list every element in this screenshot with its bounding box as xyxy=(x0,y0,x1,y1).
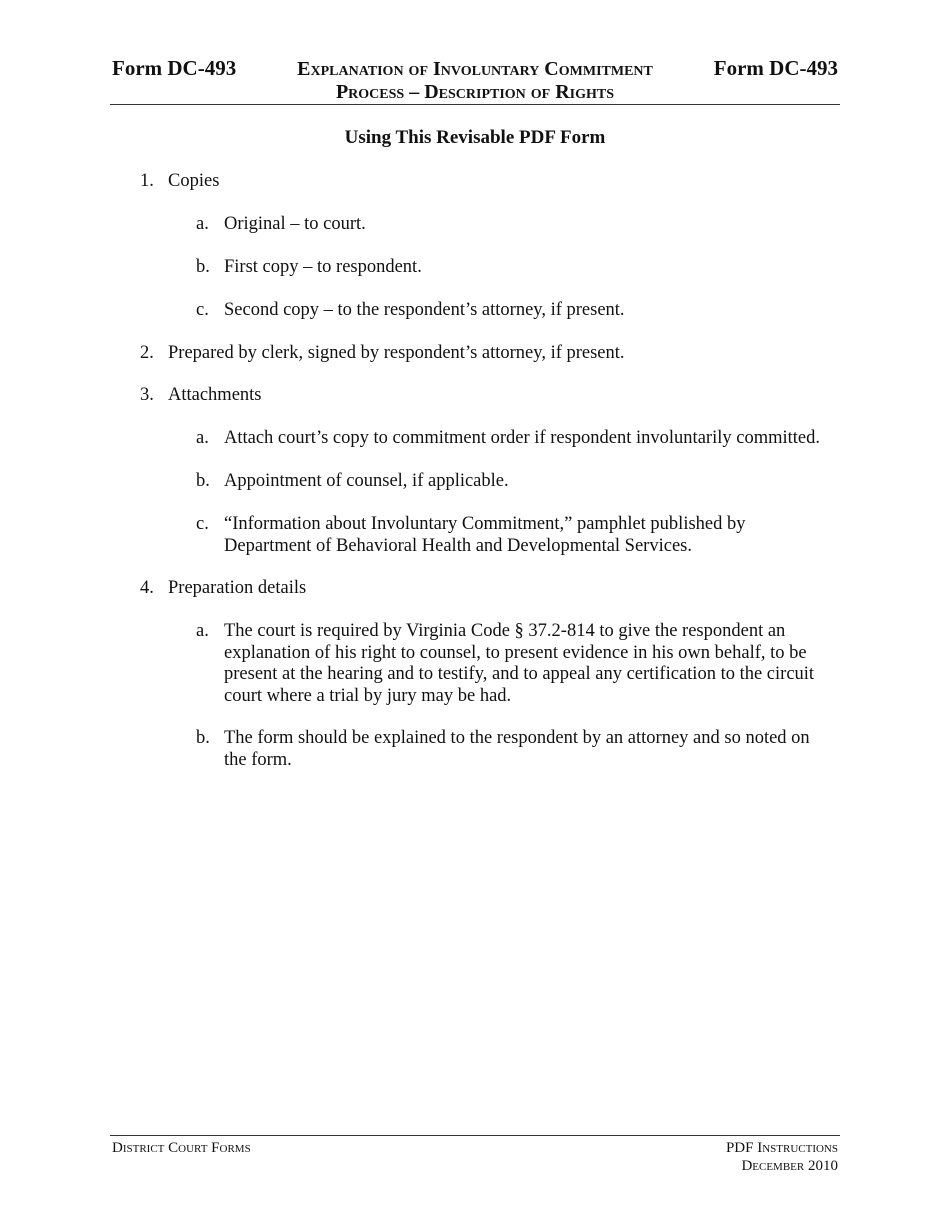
sub-item-letter: c. xyxy=(196,300,209,320)
footer-left-text: District Court Forms xyxy=(112,1140,251,1156)
sub-item-letter: a. xyxy=(196,428,209,448)
list-item-text: Attachments xyxy=(168,385,262,405)
footer-right-block xyxy=(726,1139,838,1175)
page-header xyxy=(110,56,840,105)
list-item-number: 4. xyxy=(140,578,154,598)
sub-item-text: The court is required by Virginia Code § 37.2-814 to give the respondent an explanation of his right to counsel, to present evidence in his own behalf, to be present at the hearing and to testify, and to appeal any certification to the circuit court where a trial by jury may be had. xyxy=(224,621,815,706)
section-title: Using This Revisable PDF Form xyxy=(344,127,606,148)
list-item-number: 2. xyxy=(140,343,154,363)
sub-item-letter: b. xyxy=(196,257,210,277)
sub-item-letter: c. xyxy=(196,514,209,534)
sub-item-text: Attach court’s copy to commitment order if respondent involuntarily committed. xyxy=(224,428,820,448)
document-title-line-1: Explanation of Involuntary Commitment xyxy=(297,58,653,80)
sub-item-text: Original – to court. xyxy=(224,214,366,234)
sub-item-letter: b. xyxy=(196,471,210,491)
list-item-number: 1. xyxy=(140,171,154,191)
list-item-text: Copies xyxy=(168,171,220,191)
sub-item-text: Appointment of counsel, if applicable. xyxy=(224,471,509,491)
document-title-line-2: Process – Description of Rights xyxy=(335,81,615,103)
list-item-text: Prepared by clerk, signed by respondent’s attorney, if present. xyxy=(168,343,625,363)
footer-right-line-2: December 2010 xyxy=(741,1158,838,1174)
form-number-right: Form DC-493 xyxy=(713,56,838,80)
sub-item-letter: a. xyxy=(196,214,209,234)
sub-item-text: Second copy – to the respondent’s attorney, if present. xyxy=(224,300,625,320)
sub-item-letter: a. xyxy=(196,621,209,641)
page-footer xyxy=(110,1135,840,1174)
list-item-text: Preparation details xyxy=(168,578,307,598)
sub-item-text: First copy – to respondent. xyxy=(224,257,422,277)
sub-item-text: “Information about Involuntary Commitment,” pamphlet published by Department of Behavioral Health and Developmental Services. xyxy=(224,514,746,556)
sub-item-text: The form should be explained to the respondent by an attorney and so noted on the form. xyxy=(224,728,810,770)
sub-item-letter: b. xyxy=(196,728,210,748)
form-number-left: Form DC-493 xyxy=(112,56,237,80)
footer-right-line-1: PDF Instructions xyxy=(725,1140,838,1156)
list-item-number: 3. xyxy=(140,385,154,405)
